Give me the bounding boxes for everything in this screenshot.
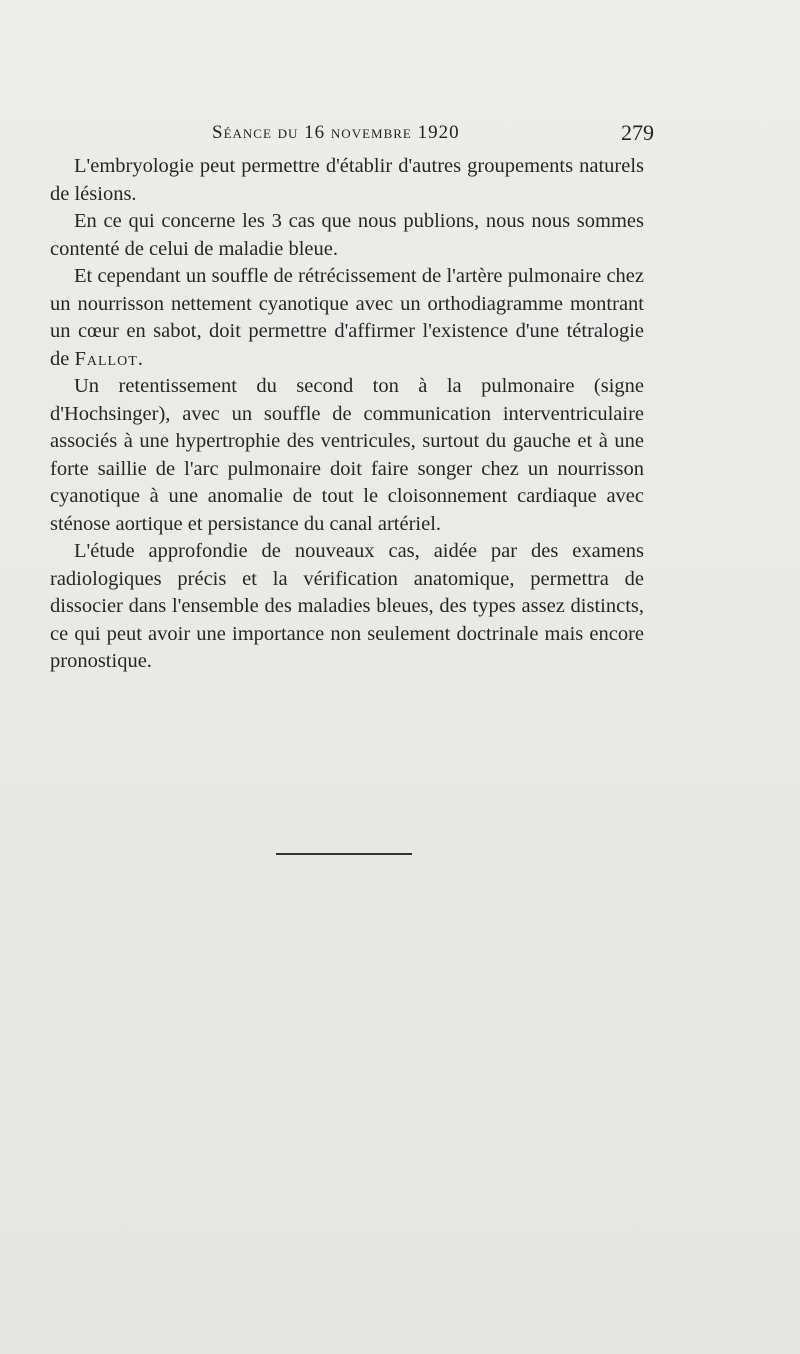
section-end-rule [276, 853, 412, 855]
paragraph-cas-publies: En ce qui concerne les 3 cas que nous publions, nous nous sommes contenté de celui de maladie bleue. [50, 210, 644, 260]
paragraph-retentissement: Un retentissement du second ton à la pulmonaire (signe d'Hochsinger), avec un souffle de communication interventriculaire associés à une hypertrophie des ventricules, surtout du gauche et à une forte saillie de l'arc pulmonaire doit faire songer chez un nourrisson cyanotique à une anomalie de tout le cloisonnement cardiaque avec sténose aortique et persistance du canal artériel. [50, 375, 644, 535]
paragraph-tetralogie-end: . [137, 347, 143, 370]
page-number: 279 [621, 120, 654, 145]
paragraph-embryologie: L'embryologie peut permettre d'établir d'autres groupements naturels de lésions. [50, 155, 644, 205]
paragraph-tetralogie-text: Et cependant un souffle de rétrécissement de l'artère pulmonaire chez un nourrisson nettement cyanotique avec un orthodiagramme montrant un cœur en sabot, doit permettre d'affirmer l'existence d'une tétralogie de [50, 265, 644, 370]
body-text [50, 153, 644, 676]
running-head-title: Séance du 16 novembre 1920 [212, 122, 460, 143]
paragraph-etude: L'étude approfondie de nouveaux cas, aidée par des examens radiologiques précis et la vérification anatomique, permettra de dissocier dans l'ensemble des maladies bleues, des types assez distincts, ce qui peut avoir une importance non seulement doctrinale mais encore pronostique. [50, 540, 644, 672]
paragraph-tetralogie [50, 263, 644, 373]
author-name-fallot: Fallot [74, 347, 138, 370]
running-head [212, 120, 654, 150]
